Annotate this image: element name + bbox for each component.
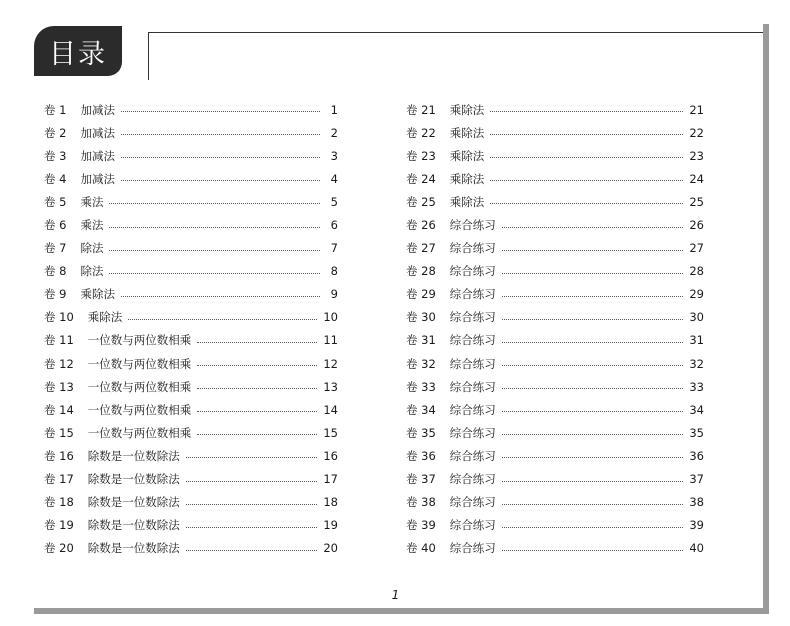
toc-entry-volume: 卷 7 bbox=[44, 241, 67, 256]
toc-entry[interactable] bbox=[44, 213, 338, 236]
toc-entry[interactable] bbox=[406, 421, 704, 444]
toc-entry-topic: 综合练习 bbox=[449, 448, 496, 463]
toc-entry[interactable] bbox=[406, 444, 704, 467]
toc-entry-dot-leader bbox=[197, 434, 317, 435]
toc-entry[interactable] bbox=[406, 398, 704, 421]
toc-entry-dot-leader bbox=[502, 457, 684, 458]
toc-entry-topic: 乘法 bbox=[80, 194, 104, 209]
toc-entry-page: 25 bbox=[689, 194, 704, 209]
toc-entry-page: 21 bbox=[689, 102, 704, 117]
toc-entry[interactable] bbox=[406, 283, 704, 306]
toc-entry-volume: 卷 36 bbox=[406, 448, 436, 463]
toc-entry[interactable] bbox=[406, 306, 704, 329]
toc-entry-page: 27 bbox=[689, 241, 704, 256]
toc-entry-topic: 加减法 bbox=[80, 171, 115, 186]
toc-entry-page: 38 bbox=[689, 495, 704, 510]
toc-entry-page: 40 bbox=[689, 541, 704, 556]
toc-entry-page: 8 bbox=[330, 264, 338, 279]
toc-entry-volume: 卷 5 bbox=[44, 194, 67, 209]
toc-entry-topic: 综合练习 bbox=[449, 264, 496, 279]
toc-entry-topic: 一位数与两位数相乘 bbox=[87, 356, 192, 371]
toc-entry-dot-leader bbox=[186, 527, 318, 528]
toc-entry-topic: 综合练习 bbox=[449, 241, 496, 256]
toc-entry-dot-leader bbox=[490, 203, 683, 204]
toc-entry-page: 12 bbox=[323, 356, 338, 371]
toc-entry-topic: 除法 bbox=[80, 264, 104, 279]
toc-entry-topic: 一位数与两位数相乘 bbox=[87, 333, 192, 348]
toc-entry-topic: 除法 bbox=[80, 241, 104, 256]
toc-entry-volume: 卷 11 bbox=[44, 333, 74, 348]
toc-entry-dot-leader bbox=[109, 273, 320, 274]
toc-entry-dot-leader bbox=[502, 411, 684, 412]
toc-entry[interactable] bbox=[44, 144, 338, 167]
toc-entry-page: 22 bbox=[689, 125, 704, 140]
toc-entry-topic: 综合练习 bbox=[449, 333, 496, 348]
toc-entry[interactable] bbox=[44, 283, 338, 306]
toc-entry-volume: 卷 38 bbox=[406, 495, 436, 510]
toc-entry[interactable] bbox=[44, 352, 338, 375]
toc-entry-dot-leader bbox=[502, 342, 684, 343]
toc-entry-page: 15 bbox=[323, 425, 338, 440]
toc-entry-page: 5 bbox=[330, 194, 338, 209]
toc-entry[interactable] bbox=[44, 375, 338, 398]
toc-entry[interactable] bbox=[406, 213, 704, 236]
toc-entry-page: 3 bbox=[330, 148, 338, 163]
toc-entry-topic: 一位数与两位数相乘 bbox=[87, 402, 192, 417]
toc-entry-page: 32 bbox=[689, 356, 704, 371]
toc-entry[interactable] bbox=[406, 537, 704, 560]
toc-entry[interactable] bbox=[406, 144, 704, 167]
toc-entry-volume: 卷 8 bbox=[44, 264, 67, 279]
toc-entry[interactable] bbox=[406, 190, 704, 213]
toc-title: 目录 bbox=[34, 26, 122, 76]
toc-entry-volume: 卷 23 bbox=[406, 148, 436, 163]
toc-entry[interactable] bbox=[406, 375, 704, 398]
toc-entry[interactable] bbox=[44, 98, 338, 121]
toc-entry-topic: 除数是一位数除法 bbox=[87, 518, 180, 533]
toc-entry-dot-leader bbox=[502, 550, 684, 551]
toc-entry-volume: 卷 33 bbox=[406, 379, 436, 394]
toc-entry[interactable] bbox=[44, 468, 338, 491]
toc-entry[interactable] bbox=[44, 421, 338, 444]
toc-entry-dot-leader bbox=[502, 527, 684, 528]
toc-entry-volume: 卷 24 bbox=[406, 171, 436, 186]
toc-entry-volume: 卷 31 bbox=[406, 333, 436, 348]
toc-entry-topic: 综合练习 bbox=[449, 287, 496, 302]
toc-entry-topic: 加减法 bbox=[80, 148, 115, 163]
toc-entry-topic: 乘法 bbox=[80, 218, 104, 233]
toc-entry-page: 35 bbox=[689, 425, 704, 440]
toc-entry-volume: 卷 28 bbox=[406, 264, 436, 279]
toc-entry-dot-leader bbox=[502, 296, 684, 297]
toc-entry-dot-leader bbox=[109, 250, 320, 251]
toc-entry-page: 31 bbox=[689, 333, 704, 348]
toc-entry-page: 33 bbox=[689, 379, 704, 394]
toc-entry-volume: 卷 12 bbox=[44, 356, 74, 371]
toc-entry-page: 2 bbox=[330, 125, 338, 140]
toc-entry-dot-leader bbox=[502, 481, 684, 482]
toc-entry-volume: 卷 34 bbox=[406, 402, 436, 417]
toc-entry-dot-leader bbox=[121, 157, 320, 158]
toc-entry-volume: 卷 22 bbox=[406, 125, 436, 140]
toc-entry-topic: 乘除法 bbox=[80, 287, 115, 302]
toc-entry-volume: 卷 35 bbox=[406, 425, 436, 440]
toc-entry[interactable] bbox=[406, 468, 704, 491]
toc-entry-volume: 卷 9 bbox=[44, 287, 67, 302]
toc-entry-topic: 除数是一位数除法 bbox=[87, 495, 180, 510]
toc-entry-page: 39 bbox=[689, 518, 704, 533]
toc-entry-page: 20 bbox=[323, 541, 338, 556]
toc-entry[interactable] bbox=[406, 98, 704, 121]
toc-entry-topic: 加减法 bbox=[80, 102, 115, 117]
toc-entry-page: 4 bbox=[330, 171, 338, 186]
toc-entry[interactable] bbox=[406, 329, 704, 352]
toc-entry[interactable] bbox=[406, 491, 704, 514]
toc-entry[interactable] bbox=[44, 398, 338, 421]
toc-entry-volume: 卷 13 bbox=[44, 379, 74, 394]
toc-entry-dot-leader bbox=[186, 457, 318, 458]
toc-entry-page: 10 bbox=[323, 310, 338, 325]
toc-left-column bbox=[44, 98, 338, 560]
toc-entry-dot-leader bbox=[186, 550, 318, 551]
toc-entry-topic: 乘除法 bbox=[87, 310, 123, 325]
toc-entry-page: 34 bbox=[689, 402, 704, 417]
toc-entry-volume: 卷 4 bbox=[44, 171, 67, 186]
toc-entry-topic: 综合练习 bbox=[449, 518, 496, 533]
toc-entry-volume: 卷 2 bbox=[44, 125, 67, 140]
toc-entry-dot-leader bbox=[197, 365, 317, 366]
toc-entry-volume: 卷 15 bbox=[44, 425, 74, 440]
toc-entry[interactable] bbox=[406, 237, 704, 260]
toc-entry-dot-leader bbox=[490, 157, 683, 158]
toc-entry[interactable] bbox=[44, 260, 338, 283]
toc-entry-dot-leader bbox=[502, 388, 684, 389]
toc-entry-page: 9 bbox=[330, 287, 338, 302]
toc-entry-volume: 卷 18 bbox=[44, 495, 74, 510]
toc-entry-volume: 卷 3 bbox=[44, 148, 67, 163]
toc-entry[interactable] bbox=[44, 491, 338, 514]
toc-entry-dot-leader bbox=[109, 203, 320, 204]
toc-entry-topic: 一位数与两位数相乘 bbox=[87, 425, 192, 440]
toc-entry-volume: 卷 26 bbox=[406, 218, 436, 233]
toc-entry[interactable] bbox=[44, 306, 338, 329]
toc-entry-dot-leader bbox=[128, 319, 317, 320]
toc-entry-dot-leader bbox=[109, 227, 320, 228]
toc-entry-dot-leader bbox=[197, 388, 317, 389]
toc-entry-dot-leader bbox=[197, 411, 317, 412]
toc-right-column bbox=[406, 98, 704, 560]
toc-entry[interactable] bbox=[406, 121, 704, 144]
toc-entry-topic: 综合练习 bbox=[449, 541, 496, 556]
toc-entry[interactable] bbox=[406, 167, 704, 190]
toc-entry[interactable] bbox=[44, 514, 338, 537]
toc-entry-volume: 卷 27 bbox=[406, 241, 436, 256]
toc-entry-volume: 卷 39 bbox=[406, 518, 436, 533]
toc-entry-dot-leader bbox=[121, 134, 320, 135]
toc-entry-dot-leader bbox=[502, 319, 684, 320]
toc-entry-page: 1 bbox=[330, 102, 338, 117]
toc-entry-dot-leader bbox=[121, 180, 320, 181]
toc-entry-dot-leader bbox=[502, 250, 684, 251]
toc-entry-topic: 综合练习 bbox=[449, 472, 496, 487]
title-frame-divider bbox=[148, 32, 149, 80]
toc-entry-dot-leader bbox=[502, 504, 684, 505]
toc-entry-volume: 卷 6 bbox=[44, 218, 67, 233]
toc-entry-page: 23 bbox=[689, 148, 704, 163]
toc-entry-volume: 卷 17 bbox=[44, 472, 74, 487]
toc-entry-page: 26 bbox=[689, 218, 704, 233]
toc-entry-dot-leader bbox=[490, 134, 683, 135]
toc-entry-page: 16 bbox=[323, 448, 338, 463]
toc-entry[interactable] bbox=[44, 167, 338, 190]
toc-entry-topic: 乘除法 bbox=[449, 125, 485, 140]
toc-entry[interactable] bbox=[44, 329, 338, 352]
toc-entry-topic: 乘除法 bbox=[449, 171, 485, 186]
toc-entry[interactable] bbox=[44, 444, 338, 467]
toc-entry-volume: 卷 25 bbox=[406, 194, 436, 209]
toc-entry-page: 30 bbox=[689, 310, 704, 325]
toc-entry-dot-leader bbox=[502, 227, 684, 228]
toc-entry-volume: 卷 16 bbox=[44, 448, 74, 463]
toc-entry-topic: 乘除法 bbox=[449, 194, 485, 209]
toc-entry-dot-leader bbox=[186, 504, 318, 505]
toc-entry-volume: 卷 32 bbox=[406, 356, 436, 371]
page-number: 1 bbox=[391, 588, 400, 602]
title-frame-rule bbox=[148, 32, 763, 33]
toc-entry-volume: 卷 21 bbox=[406, 102, 436, 117]
toc-entry-dot-leader bbox=[502, 273, 684, 274]
toc-entry-page: 17 bbox=[323, 472, 338, 487]
toc-entry[interactable] bbox=[44, 237, 338, 260]
toc-entry-topic: 综合练习 bbox=[449, 379, 496, 394]
toc-entry[interactable] bbox=[44, 121, 338, 144]
toc-entry-dot-leader bbox=[186, 481, 318, 482]
toc-entry[interactable] bbox=[406, 514, 704, 537]
toc-entry-dot-leader bbox=[490, 111, 683, 112]
toc-entry-volume: 卷 29 bbox=[406, 287, 436, 302]
toc-entry-page: 13 bbox=[323, 379, 338, 394]
toc-entry-topic: 综合练习 bbox=[449, 310, 496, 325]
toc-entry-page: 7 bbox=[330, 241, 338, 256]
toc-entry-dot-leader bbox=[121, 111, 320, 112]
toc-entry-topic: 综合练习 bbox=[449, 402, 496, 417]
toc-entry-dot-leader bbox=[490, 180, 683, 181]
toc-entry[interactable] bbox=[406, 260, 704, 283]
toc-entry-dot-leader bbox=[121, 296, 320, 297]
toc-entry-topic: 除数是一位数除法 bbox=[87, 448, 180, 463]
toc-entry-volume: 卷 30 bbox=[406, 310, 436, 325]
toc-page bbox=[28, 18, 763, 608]
toc-entry-topic: 除数是一位数除法 bbox=[87, 472, 180, 487]
toc-entry-dot-leader bbox=[197, 342, 317, 343]
toc-entry-volume: 卷 40 bbox=[406, 541, 436, 556]
toc-entry-topic: 加减法 bbox=[80, 125, 115, 140]
toc-entry-dot-leader bbox=[502, 434, 684, 435]
toc-entry-topic: 乘除法 bbox=[449, 102, 485, 117]
toc-entry-page: 14 bbox=[323, 402, 338, 417]
toc-entry-topic: 综合练习 bbox=[449, 218, 496, 233]
toc-entry-topic: 综合练习 bbox=[449, 356, 496, 371]
toc-entry-topic: 除数是一位数除法 bbox=[87, 541, 180, 556]
toc-entry-topic: 乘除法 bbox=[449, 148, 485, 163]
toc-entry-volume: 卷 19 bbox=[44, 518, 74, 533]
toc-entry-page: 29 bbox=[689, 287, 704, 302]
toc-entry-page: 28 bbox=[689, 264, 704, 279]
toc-entry[interactable] bbox=[406, 352, 704, 375]
toc-entry-page: 24 bbox=[689, 171, 704, 186]
toc-entry-dot-leader bbox=[502, 365, 684, 366]
toc-entry-page: 18 bbox=[323, 495, 338, 510]
toc-entry-topic: 综合练习 bbox=[449, 425, 496, 440]
toc-entry-page: 11 bbox=[323, 333, 338, 348]
toc-entry-topic: 综合练习 bbox=[449, 495, 496, 510]
toc-entry-volume: 卷 20 bbox=[44, 541, 74, 556]
toc-entry-volume: 卷 14 bbox=[44, 402, 74, 417]
toc-entry[interactable] bbox=[44, 537, 338, 560]
toc-entry[interactable] bbox=[44, 190, 338, 213]
toc-entry-topic: 一位数与两位数相乘 bbox=[87, 379, 192, 394]
toc-entry-page: 19 bbox=[323, 518, 338, 533]
toc-entry-volume: 卷 1 bbox=[44, 102, 67, 117]
toc-entry-page: 36 bbox=[689, 448, 704, 463]
toc-entry-page: 37 bbox=[689, 472, 704, 487]
toc-entry-volume: 卷 10 bbox=[44, 310, 74, 325]
toc-entry-volume: 卷 37 bbox=[406, 472, 436, 487]
toc-entry-page: 6 bbox=[330, 218, 338, 233]
